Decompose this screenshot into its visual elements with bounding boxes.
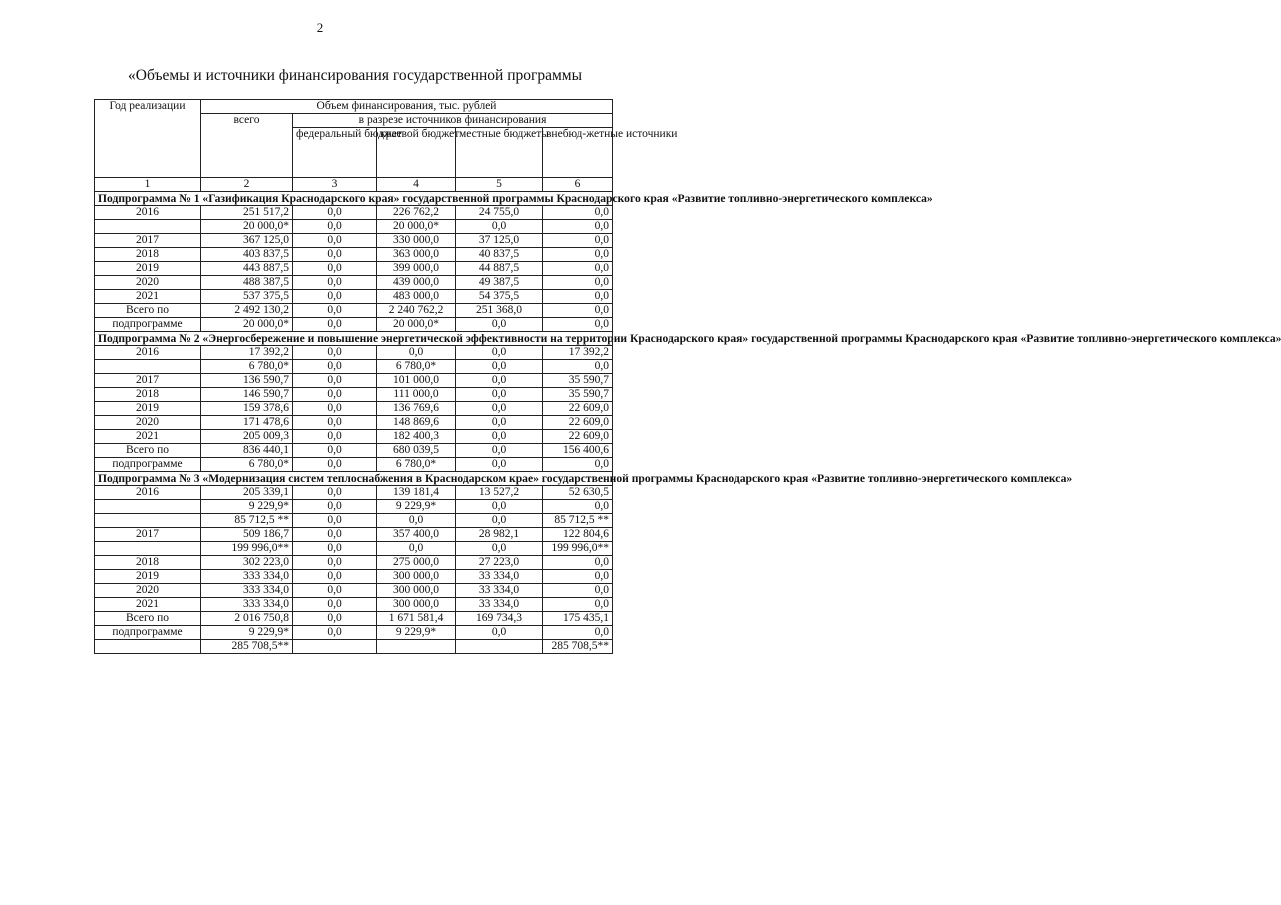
value-cell: 0,0 [293,416,377,430]
value-cell: 13 527,2 [456,486,543,500]
value-cell: 0,0 [456,346,543,360]
header-regional: краевой бюджет [377,128,456,178]
value-cell: 0,0 [293,486,377,500]
value-cell: 205 339,1 [201,486,293,500]
subprogram-title: Подпрограмма № 2 «Энергосбережение и повышение энергетической эффективности на территории Краснодарского края» государственной программы Краснодарского края «Развитие топливно-энергетического комплекса» [95,332,613,346]
subprogram-title-row [95,472,613,486]
table-row [95,570,613,584]
value-cell: 0,0 [293,598,377,612]
value-cell: 0,0 [293,276,377,290]
table-row [95,374,613,388]
value-cell [377,640,456,654]
value-cell: 2 016 750,8 [201,612,293,626]
table-row [95,584,613,598]
value-cell: 0,0 [456,444,543,458]
table-row [95,556,613,570]
year-cell: 2019 [95,570,201,584]
value-cell: 0,0 [456,388,543,402]
year-cell: 2016 [95,486,201,500]
table-row [95,626,613,640]
value-cell: 20 000,0* [377,318,456,332]
value-cell: 169 734,3 [456,612,543,626]
table-row [95,402,613,416]
value-cell: 0,0 [293,556,377,570]
table-row [95,248,613,262]
value-cell: 251 368,0 [456,304,543,318]
value-cell: 1 671 581,4 [377,612,456,626]
page-number: 2 [316,20,324,35]
value-cell: 0,0 [456,360,543,374]
year-cell [95,514,201,528]
value-cell: 2 240 762,2 [377,304,456,318]
document-title: «Объемы и источники финансирования государственной программы [128,67,583,84]
value-cell: 0,0 [293,570,377,584]
value-cell: 0,0 [377,542,456,556]
table-row [95,388,613,402]
value-cell: 85 712,5 ** [543,514,613,528]
value-cell: 0,0 [293,318,377,332]
value-cell: 33 334,0 [456,570,543,584]
year-cell: 2018 [95,556,201,570]
year-cell: 2020 [95,416,201,430]
value-cell: 17 392,2 [543,346,613,360]
value-cell: 285 708,5** [543,640,613,654]
header-year: Год реализации [95,100,201,178]
year-cell: Всего по [95,444,201,458]
value-cell: 20 000,0* [377,220,456,234]
value-cell: 0,0 [456,542,543,556]
value-cell: 6 780,0* [201,458,293,472]
value-cell: 0,0 [456,374,543,388]
value-cell: 0,0 [456,514,543,528]
value-cell: 0,0 [543,598,613,612]
value-cell: 85 712,5 ** [201,514,293,528]
value-cell: 0,0 [293,290,377,304]
year-cell: 2018 [95,248,201,262]
value-cell: 0,0 [456,220,543,234]
value-cell: 0,0 [543,276,613,290]
year-cell: 2020 [95,276,201,290]
value-cell: 0,0 [543,234,613,248]
value-cell: 0,0 [543,458,613,472]
table-row [95,346,613,360]
year-cell: подпрограмме [95,458,201,472]
value-cell: 0,0 [456,318,543,332]
year-cell: 2021 [95,598,201,612]
value-cell: 35 590,7 [543,388,613,402]
header-volume: Объем финансирования, тыс. рублей [201,100,613,114]
value-cell: 0,0 [293,248,377,262]
funding-table [94,99,1281,654]
value-cell: 285 708,5** [201,640,293,654]
value-cell: 0,0 [543,570,613,584]
value-cell: 37 125,0 [456,234,543,248]
value-cell: 0,0 [543,556,613,570]
value-cell: 300 000,0 [377,584,456,598]
value-cell [293,640,377,654]
value-cell: 509 186,7 [201,528,293,542]
year-cell: 2020 [95,584,201,598]
header-by-sources: в разрезе источников финансирования [293,114,613,128]
value-cell: 22 609,0 [543,430,613,444]
subprogram-title-row [95,332,613,346]
value-cell: 9 229,9* [201,626,293,640]
value-cell: 0,0 [543,318,613,332]
value-cell: 0,0 [543,304,613,318]
value-cell: 101 000,0 [377,374,456,388]
value-cell: 0,0 [543,584,613,598]
value-cell: 52 630,5 [543,486,613,500]
value-cell: 443 887,5 [201,262,293,276]
year-cell: 2019 [95,262,201,276]
value-cell: 6 780,0* [377,360,456,374]
column-number: 1 [95,178,201,192]
value-cell: 33 334,0 [456,584,543,598]
value-cell: 0,0 [543,206,613,220]
value-cell: 9 229,9* [377,500,456,514]
value-cell: 159 378,6 [201,402,293,416]
value-cell: 251 517,2 [201,206,293,220]
value-cell: 0,0 [543,500,613,514]
value-cell: 44 887,5 [456,262,543,276]
value-cell: 9 229,9* [201,500,293,514]
table-row [95,360,613,374]
year-cell: 2018 [95,388,201,402]
value-cell: 0,0 [293,612,377,626]
value-cell: 0,0 [293,388,377,402]
value-cell: 0,0 [377,346,456,360]
value-cell: 0,0 [456,416,543,430]
value-cell: 136 590,7 [201,374,293,388]
value-cell: 0,0 [293,234,377,248]
year-cell: 2017 [95,234,201,248]
year-cell [95,500,201,514]
value-cell: 199 996,0** [543,542,613,556]
value-cell: 0,0 [293,346,377,360]
year-cell: 2019 [95,402,201,416]
value-cell: 156 400,6 [543,444,613,458]
value-cell: 0,0 [543,290,613,304]
value-cell: 367 125,0 [201,234,293,248]
year-cell: Всего по [95,612,201,626]
value-cell: 20 000,0* [201,220,293,234]
year-cell [95,542,201,556]
table-row [95,318,613,332]
value-cell: 54 375,5 [456,290,543,304]
value-cell: 537 375,5 [201,290,293,304]
value-cell: 27 223,0 [456,556,543,570]
value-cell: 175 435,1 [543,612,613,626]
table-row [95,598,613,612]
value-cell: 488 387,5 [201,276,293,290]
table-row [95,640,613,654]
column-number: 4 [377,178,456,192]
value-cell: 0,0 [543,248,613,262]
value-cell: 20 000,0* [201,318,293,332]
value-cell: 24 755,0 [456,206,543,220]
value-cell: 122 804,6 [543,528,613,542]
value-cell: 0,0 [543,626,613,640]
year-cell [95,220,201,234]
table-row [95,458,613,472]
value-cell: 0,0 [456,430,543,444]
header-total: всего [201,114,293,178]
table-row [95,514,613,528]
value-cell: 0,0 [293,374,377,388]
value-cell: 0,0 [543,220,613,234]
value-cell: 483 000,0 [377,290,456,304]
value-cell: 0,0 [293,360,377,374]
value-cell: 333 334,0 [201,570,293,584]
value-cell: 0,0 [377,514,456,528]
table-row [95,430,613,444]
table-row [95,304,613,318]
header-offbudget: внебюд-жетные источники [543,128,613,178]
column-number: 3 [293,178,377,192]
value-cell: 0,0 [293,514,377,528]
value-cell: 0,0 [293,458,377,472]
value-cell: 148 869,6 [377,416,456,430]
value-cell: 6 780,0* [201,360,293,374]
year-cell: 2017 [95,528,201,542]
value-cell [456,640,543,654]
value-cell: 28 982,1 [456,528,543,542]
value-cell: 0,0 [293,542,377,556]
table-row [95,262,613,276]
value-cell: 6 780,0* [377,458,456,472]
value-cell: 300 000,0 [377,570,456,584]
value-cell: 0,0 [293,220,377,234]
value-cell: 0,0 [293,262,377,276]
year-cell: 2017 [95,374,201,388]
value-cell: 35 590,7 [543,374,613,388]
value-cell: 0,0 [456,500,543,514]
header-local: местные бюджеты [456,128,543,178]
table-row [95,276,613,290]
value-cell: 136 769,6 [377,402,456,416]
table-row [95,542,613,556]
value-cell: 0,0 [456,402,543,416]
value-cell: 22 609,0 [543,416,613,430]
column-number: 5 [456,178,543,192]
value-cell: 182 400,3 [377,430,456,444]
year-cell: подпрограмме [95,626,201,640]
table-row [95,234,613,248]
column-number: 2 [201,178,293,192]
value-cell: 205 009,3 [201,430,293,444]
table-row [95,444,613,458]
table-row [95,416,613,430]
year-cell: 2021 [95,430,201,444]
value-cell: 111 000,0 [377,388,456,402]
value-cell: 0,0 [543,360,613,374]
value-cell: 403 837,5 [201,248,293,262]
value-cell: 139 181,4 [377,486,456,500]
value-cell: 0,0 [293,402,377,416]
value-cell: 49 387,5 [456,276,543,290]
value-cell: 0,0 [293,584,377,598]
subprogram-title: Подпрограмма № 1 «Газификация Краснодарского края» государственной программы Краснодарского края «Развитие топливно-энергетического комплекса» [95,192,613,206]
value-cell: 9 229,9* [377,626,456,640]
value-cell: 357 400,0 [377,528,456,542]
value-cell: 0,0 [293,500,377,514]
value-cell: 275 000,0 [377,556,456,570]
value-cell: 363 000,0 [377,248,456,262]
table-row [95,220,613,234]
table-row [95,500,613,514]
value-cell: 680 039,5 [377,444,456,458]
table-row [95,290,613,304]
value-cell: 171 478,6 [201,416,293,430]
year-cell: 2016 [95,346,201,360]
year-cell [95,640,201,654]
value-cell: 0,0 [293,626,377,640]
value-cell: 33 334,0 [456,598,543,612]
value-cell: 146 590,7 [201,388,293,402]
value-cell: 330 000,0 [377,234,456,248]
subprogram-title: Подпрограмма № 3 «Модернизация систем теплоснабжения в Краснодарском крае» государственной программы Краснодарского края «Развитие топливно-энергетического комплекса» [95,472,613,486]
table-row [95,528,613,542]
year-cell [95,360,201,374]
column-number: 6 [543,178,613,192]
value-cell: 439 000,0 [377,276,456,290]
value-cell: 399 000,0 [377,262,456,276]
value-cell: 0,0 [543,262,613,276]
value-cell: 0,0 [293,430,377,444]
value-cell: 0,0 [293,206,377,220]
table-row [95,612,613,626]
value-cell: 0,0 [293,444,377,458]
value-cell: 0,0 [293,304,377,318]
value-cell: 333 334,0 [201,598,293,612]
value-cell: 836 440,1 [201,444,293,458]
year-cell: 2021 [95,290,201,304]
subprogram-title-row [95,192,613,206]
value-cell: 2 492 130,2 [201,304,293,318]
value-cell: 0,0 [456,626,543,640]
table-row [95,486,613,500]
year-cell: подпрограмме [95,318,201,332]
value-cell: 17 392,2 [201,346,293,360]
value-cell: 199 996,0** [201,542,293,556]
value-cell: 22 609,0 [543,402,613,416]
year-cell: Всего по [95,304,201,318]
table-row [95,206,613,220]
value-cell: 40 837,5 [456,248,543,262]
header-federal: федеральный бюджет [293,128,377,178]
value-cell: 333 334,0 [201,584,293,598]
value-cell: 226 762,2 [377,206,456,220]
value-cell: 300 000,0 [377,598,456,612]
value-cell: 0,0 [456,458,543,472]
value-cell: 302 223,0 [201,556,293,570]
year-cell: 2016 [95,206,201,220]
value-cell: 0,0 [293,528,377,542]
